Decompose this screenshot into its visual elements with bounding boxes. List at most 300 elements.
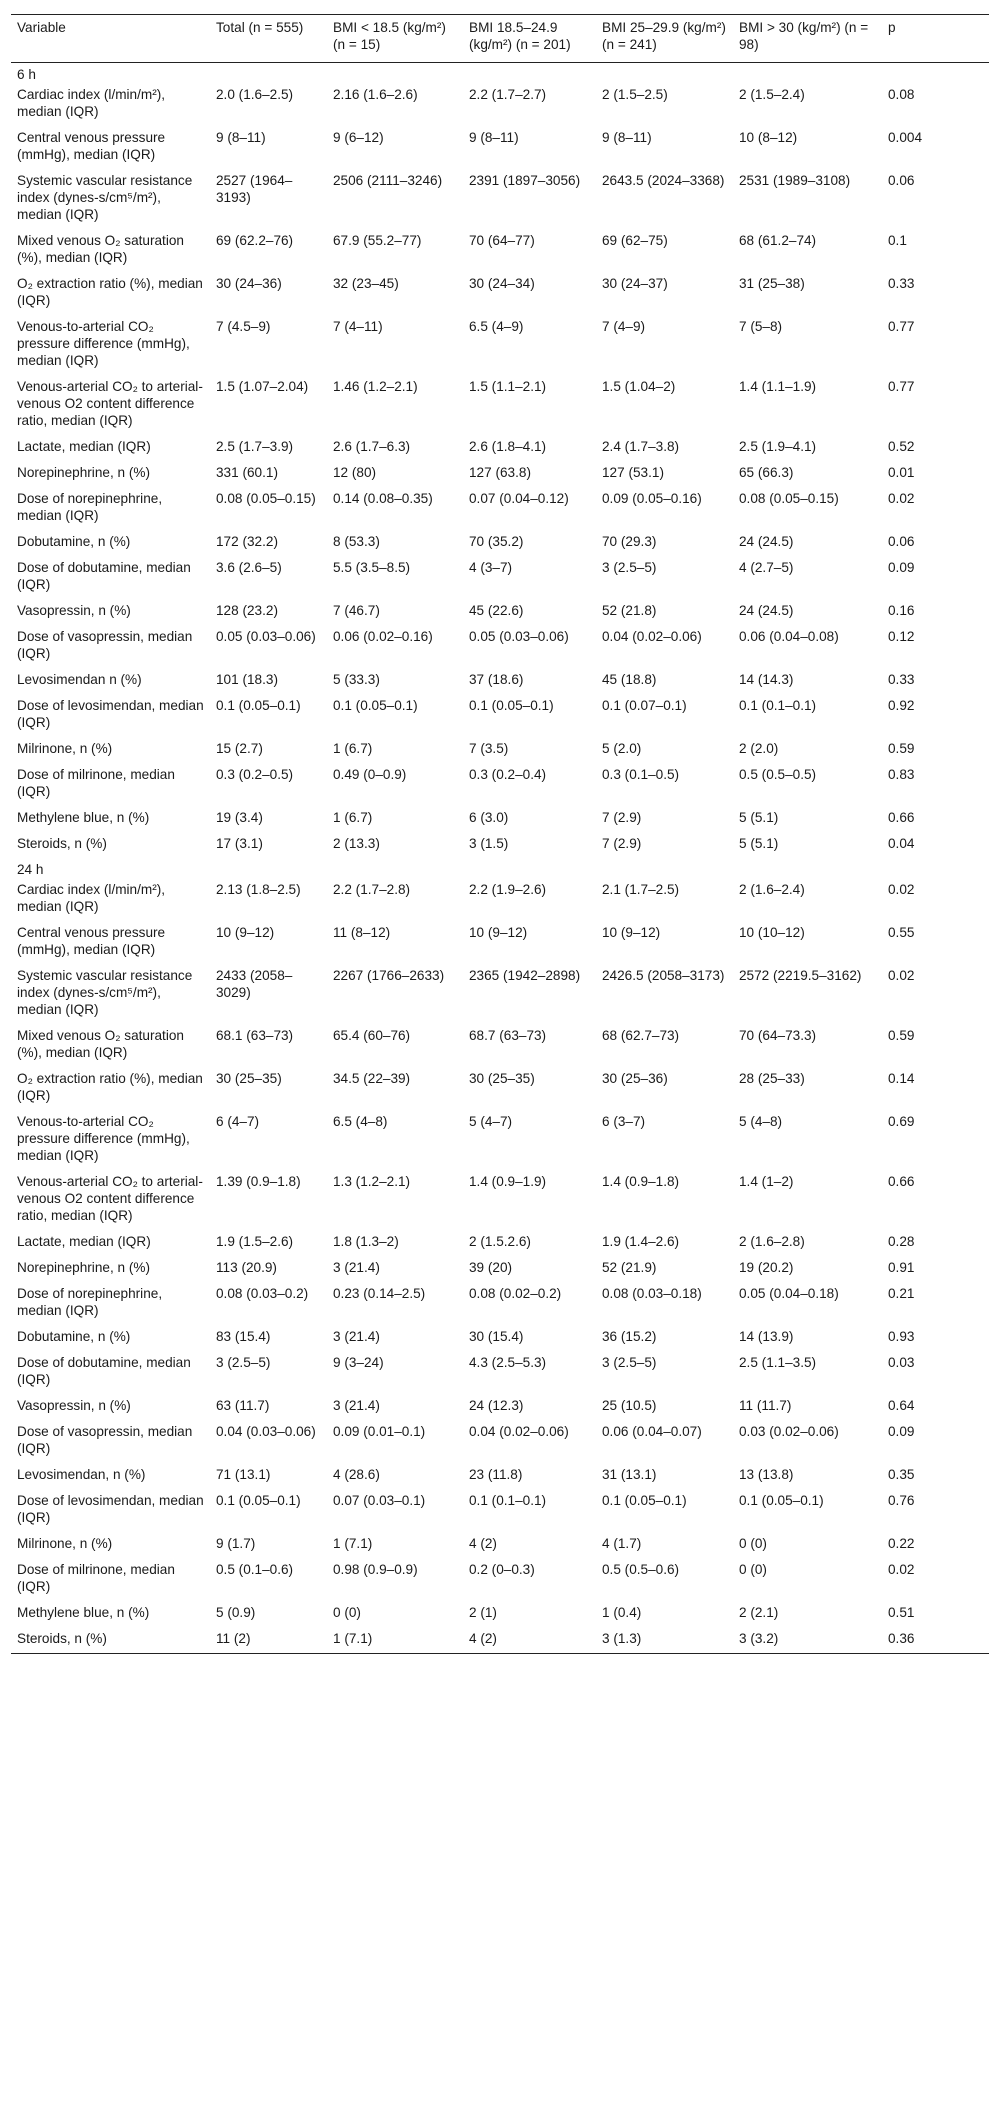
table-row [11,435,989,461]
table-row [11,763,989,806]
value-cell: 0.08 (0.03–0.18) [602,1286,702,1301]
variable-cell: Dobutamine, n (%) [17,1329,131,1344]
p-value-cell: 0.66 [888,1174,915,1189]
value-cell: 13 (13.8) [739,1467,794,1482]
value-cell: 45 (18.8) [602,672,657,687]
value-cell: 3 (2.5–5) [602,560,657,575]
value-cell: 0.1 (0.05–0.1) [216,698,301,713]
value-cell: 52 (21.8) [602,603,657,618]
value-cell: 1.39 (0.9–1.8) [216,1174,301,1189]
value-cell: 9 (8–11) [602,130,652,145]
variable-cell: Steroids, n (%) [11,1627,210,1654]
value-cell: 9 (1.7) [216,1536,256,1551]
value-cell: 2.5 (1.9–4.1) [739,439,817,454]
p-value-cell: 0.66 [888,810,915,825]
value-cell: 101 (18.3) [216,672,278,687]
table-body [11,63,989,1654]
value-cell: 5 (33.3) [333,672,380,687]
p-value-cell: 0.59 [888,741,915,756]
value-cell: 0.09 (0.01–0.1) [333,1424,426,1439]
variable-cell: Dose of dobutamine, median (IQR) [17,1355,191,1387]
variable-cell: Systemic vascular resistance index (dynes-s/cm⁵/m²), median (IQR) [17,968,193,1017]
value-cell: 70 (64–73.3) [739,1028,817,1043]
value-cell: 1.3 (1.2–2.1) [333,1174,411,1189]
value-cell: 2 (13.3) [333,836,380,851]
value-cell: 6 (4–7) [216,1114,260,1129]
value-cell: 10 (8–12) [739,130,798,145]
value-cell: 2572 (2219.5–3162) [739,968,862,983]
value-cell: 4 (2.7–5) [739,560,794,575]
variable-cell: Venous-to-arterial CO₂ pressure difference (mmHg), median (IQR) [17,1114,190,1163]
value-cell: 2 (1.5–2.5) [602,87,668,102]
value-cell: 2 (1.5–2.4) [739,87,805,102]
p-value-cell: 0.02 [888,1562,915,1577]
value-cell: 2 (1) [469,1605,497,1620]
value-cell: 14 (14.3) [739,672,794,687]
variable-cell: Lactate, median (IQR) [17,439,151,454]
value-cell: 67.9 (55.2–77) [333,233,422,248]
table-row [11,964,989,1024]
table-row [11,1230,989,1256]
p-value-cell: 0.64 [888,1398,915,1413]
value-cell: 70 (29.3) [602,534,657,549]
value-cell: 3 (1.5) [469,836,509,851]
variable-cell: Dose of vasopressin, median (IQR) [17,1424,193,1456]
variable-cell: Steroids, n (%) [17,836,107,851]
p-value-cell: 0.83 [888,767,915,782]
value-cell: 0.08 (0.05–0.15) [739,491,839,506]
table-row [11,1420,989,1463]
value-cell: 1.5 (1.04–2) [602,379,676,394]
value-cell: 3 (3.2) [733,1627,882,1654]
table-row [11,878,989,921]
value-cell: 52 (21.9) [602,1260,657,1275]
value-cell: 10 (10–12) [739,925,805,940]
table-row [11,461,989,487]
value-cell: 5.5 (3.5–8.5) [333,560,411,575]
value-cell: 0.3 (0.1–0.5) [602,767,680,782]
value-cell: 31 (25–38) [739,276,805,291]
value-cell: 7 (4–9) [602,319,646,334]
value-cell: 0.08 (0.03–0.2) [216,1286,309,1301]
value-cell: 5 (5.1) [739,810,779,825]
value-cell: 70 (64–77) [469,233,535,248]
value-cell: 1 (0.4) [602,1605,642,1620]
p-value-cell: 0.21 [888,1286,915,1301]
value-cell: 3 (21.4) [333,1260,380,1275]
value-cell: 45 (22.6) [469,603,524,618]
value-cell: 3 (1.3) [596,1627,733,1654]
table-row [11,1282,989,1325]
table-row [11,169,989,229]
value-cell: 19 (20.2) [739,1260,794,1275]
table-row [11,272,989,315]
p-value-cell: 0.52 [888,439,915,454]
value-cell: 34.5 (22–39) [333,1071,411,1086]
table-row [11,1601,989,1627]
table-row [11,229,989,272]
header-cell: p [882,15,989,63]
p-value-cell: 0.91 [888,1260,915,1275]
value-cell: 0 (0) [739,1562,767,1577]
value-cell: 2 (1.6–2.8) [739,1234,805,1249]
p-value-cell: 0.06 [888,534,915,549]
value-cell: 28 (25–33) [739,1071,805,1086]
value-cell: 0.07 (0.03–0.1) [333,1493,426,1508]
value-cell: 32 (23–45) [333,276,399,291]
variable-cell: Norepinephrine, n (%) [17,465,150,480]
value-cell: 25 (10.5) [602,1398,657,1413]
value-cell: 2391 (1897–3056) [469,173,581,188]
variable-cell: Dobutamine, n (%) [17,534,131,549]
value-cell: 30 (15.4) [469,1329,524,1344]
value-cell: 1 (7.1) [327,1627,463,1654]
value-cell: 3 (2.5–5) [216,1355,271,1370]
variable-cell: Dose of levosimendan, median (IQR) [17,698,204,730]
header-cell: BMI 18.5–24.9 (kg/m²) (n = 201) [463,15,596,63]
table-row [11,1256,989,1282]
variable-cell: Methylene blue, n (%) [17,810,150,825]
value-cell: 63 (11.7) [216,1398,270,1413]
p-value-cell: 0.93 [888,1329,915,1344]
value-cell: 2267 (1766–2633) [333,968,445,983]
value-cell: 6 (3.0) [469,810,509,825]
value-cell: 5 (4–7) [469,1114,513,1129]
p-value-cell: 0.22 [888,1536,915,1551]
value-cell: 4.3 (2.5–5.3) [469,1355,547,1370]
p-value-cell: 0.14 [888,1071,915,1086]
value-cell: 2527 (1964–3193) [216,173,293,205]
value-cell: 4 (1.7) [602,1536,642,1551]
value-cell: 1.9 (1.4–2.6) [602,1234,680,1249]
p-value-cell: 0.08 [888,87,915,102]
variable-cell: Dose of levosimendan, median (IQR) [17,1493,204,1525]
variable-cell: O₂ extraction ratio (%), median (IQR) [17,1071,203,1103]
header-cell: BMI 25–29.9 (kg/m²) (n = 241) [596,15,733,63]
header-row [11,15,989,63]
value-cell: 3 (21.4) [333,1398,380,1413]
value-cell: 127 (53.1) [602,465,664,480]
table-row [11,1024,989,1067]
table-row [11,1067,989,1110]
table-row [11,1351,989,1394]
value-cell: 0.1 (0.05–0.1) [602,1493,687,1508]
value-cell: 0.98 (0.9–0.9) [333,1562,418,1577]
variable-cell: Vasopressin, n (%) [17,1398,131,1413]
variable-cell: Mixed venous O₂ saturation (%), median (IQR) [17,233,184,265]
value-cell: 3 (21.4) [333,1329,380,1344]
variable-cell: Cardiac index (l/min/m²), median (IQR) [17,882,166,914]
value-cell: 1 (6.7) [333,810,373,825]
value-cell: 1 (7.1) [333,1536,373,1551]
value-cell: 0.3 (0.2–0.4) [469,767,547,782]
value-cell: 5 (0.9) [216,1605,256,1620]
p-value-cell: 0.35 [888,1467,915,1482]
table-row [11,1325,989,1351]
value-cell: 15 (2.7) [216,741,263,756]
p-value-cell: 0.33 [888,276,915,291]
value-cell: 0.5 (0.5–0.6) [602,1562,680,1577]
value-cell: 2365 (1942–2898) [469,968,581,983]
variable-cell: Venous-to-arterial CO₂ pressure difference (mmHg), median (IQR) [17,319,190,368]
table-header [11,15,989,63]
value-cell: 2.13 (1.8–2.5) [216,882,301,897]
value-cell: 7 (46.7) [333,603,380,618]
value-cell: 10 (9–12) [216,925,275,940]
value-cell: 2 (1.5.2.6) [469,1234,531,1249]
p-value-cell: 0.12 [888,629,915,644]
value-cell: 0.08 (0.05–0.15) [216,491,316,506]
value-cell: 0.1 (0.07–0.1) [602,698,687,713]
variable-cell: Lactate, median (IQR) [17,1234,151,1249]
value-cell: 2.16 (1.6–2.6) [333,87,418,102]
value-cell: 4 (3–7) [469,560,513,575]
value-cell: 24 (24.5) [739,534,794,549]
value-cell: 0.5 (0.1–0.6) [216,1562,294,1577]
value-cell: 1.4 (1.1–1.9) [739,379,817,394]
table-row [11,1489,989,1532]
header-cell: Total (n = 555) [210,15,327,63]
table-row [11,375,989,435]
p-value-cell: 0.03 [888,1355,915,1370]
section-row [11,63,989,84]
variable-cell: Dose of vasopressin, median (IQR) [17,629,193,661]
value-cell: 17 (3.1) [216,836,263,851]
value-cell: 68.1 (63–73) [216,1028,294,1043]
value-cell: 0.05 (0.03–0.06) [216,629,316,644]
header-cell: BMI > 30 (kg/m²) (n = 98) [733,15,882,63]
value-cell: 19 (3.4) [216,810,263,825]
value-cell: 0.06 (0.04–0.08) [739,629,839,644]
variable-cell: Levosimendan, n (%) [17,1467,146,1482]
p-value-cell: 0.77 [888,319,915,334]
value-cell: 2.1 (1.7–2.5) [602,882,680,897]
value-cell: 9 (6–12) [333,130,384,145]
value-cell: 7 (4–11) [333,319,383,334]
p-value-cell: 0.59 [888,1028,915,1043]
variable-cell: Venous-arterial CO₂ to arterial-venous O2 content difference ratio, median (IQR) [17,379,203,428]
value-cell: 0.09 (0.05–0.16) [602,491,702,506]
variable-cell: O₂ extraction ratio (%), median (IQR) [17,276,203,308]
value-cell: 39 (20) [469,1260,513,1275]
value-cell: 1.4 (0.9–1.9) [469,1174,547,1189]
variable-cell: Central venous pressure (mmHg), median (IQR) [17,925,166,957]
table-row [11,530,989,556]
table-row [11,1110,989,1170]
value-cell: 0.07 (0.04–0.12) [469,491,569,506]
p-value-cell: 0.33 [888,672,915,687]
value-cell: 7 (3.5) [469,741,509,756]
variable-cell: Methylene blue, n (%) [17,1605,150,1620]
p-value-cell: 0.004 [888,130,923,145]
table-row [11,921,989,964]
value-cell: 11 (11.7) [739,1398,792,1413]
value-cell: 128 (23.2) [216,603,278,618]
value-cell: 24 (12.3) [469,1398,524,1413]
variable-cell: Dose of milrinone, median (IQR) [17,767,175,799]
section-label: 6 h [17,67,36,82]
value-cell: 69 (62.2–76) [216,233,294,248]
value-cell: 30 (25–35) [469,1071,535,1086]
value-cell: 0.3 (0.2–0.5) [216,767,294,782]
value-cell: 30 (25–35) [216,1071,282,1086]
value-cell: 0.49 (0–0.9) [333,767,407,782]
value-cell: 6 (3–7) [602,1114,646,1129]
p-value-cell: 0.02 [888,491,915,506]
value-cell: 7 (2.9) [602,836,642,851]
value-cell: 0.1 (0.05–0.1) [216,1493,301,1508]
p-value-cell: 0.69 [888,1114,915,1129]
p-value-cell: 0.02 [888,968,915,983]
table-row [11,668,989,694]
value-cell: 5 (4–8) [739,1114,783,1129]
value-cell: 2426.5 (2058–3173) [602,968,725,983]
table-row [11,83,989,126]
value-cell: 0.06 (0.02–0.16) [333,629,433,644]
value-cell: 37 (18.6) [469,672,524,687]
variable-cell: Dose of dobutamine, median (IQR) [17,560,191,592]
variable-cell: Mixed venous O₂ saturation (%), median (IQR) [17,1028,184,1060]
p-value-cell: 0.06 [888,173,915,188]
header-cell: Variable [11,15,210,63]
value-cell: 68 (61.2–74) [739,233,817,248]
table-row [11,487,989,530]
value-cell: 9 (3–24) [333,1355,384,1370]
value-cell: 0.1 (0.05–0.1) [333,698,418,713]
value-cell: 2.0 (1.6–2.5) [216,87,294,102]
value-cell: 0.1 (0.1–0.1) [739,698,817,713]
variable-cell: Dose of norepinephrine, median (IQR) [17,1286,163,1318]
value-cell: 1.46 (1.2–2.1) [333,379,418,394]
p-value-cell: 0.51 [888,1605,915,1620]
table-row [11,126,989,169]
value-cell: 5 (5.1) [739,836,779,851]
value-cell: 2 (2.0) [739,741,779,756]
variable-cell: Central venous pressure (mmHg), median (IQR) [17,130,166,162]
variable-cell: Norepinephrine, n (%) [17,1260,150,1275]
value-cell: 7 (2.9) [602,810,642,825]
value-cell: 5 (2.0) [602,741,642,756]
value-cell: 6.5 (4–8) [333,1114,388,1129]
value-cell: 4 (2) [469,1536,497,1551]
value-cell: 4 (28.6) [333,1467,380,1482]
table-row [11,806,989,832]
value-cell: 0.04 (0.02–0.06) [469,1424,569,1439]
variable-cell: Cardiac index (l/min/m²), median (IQR) [17,87,166,119]
value-cell: 0.05 (0.03–0.06) [469,629,569,644]
value-cell: 0.14 (0.08–0.35) [333,491,433,506]
table-row [11,737,989,763]
variable-cell: Vasopressin, n (%) [17,603,131,618]
table-row [11,556,989,599]
value-cell: 0.08 (0.02–0.2) [469,1286,562,1301]
value-cell: 113 (20.9) [216,1260,277,1275]
value-cell: 0.06 (0.04–0.07) [602,1424,702,1439]
value-cell: 1.5 (1.1–2.1) [469,379,547,394]
p-value-cell: 0.28 [888,1234,915,1249]
variable-cell: Levosimendan n (%) [17,672,142,687]
value-cell: 65 (66.3) [739,465,794,480]
value-cell: 12 (80) [333,465,377,480]
value-cell: 0.1 (0.1–0.1) [469,1493,547,1508]
value-cell: 10 (9–12) [602,925,661,940]
section-label: 24 h [17,862,44,877]
value-cell: 2.5 (1.1–3.5) [739,1355,817,1370]
p-value-cell: 0.04 [888,836,915,851]
section-row [11,858,989,878]
value-cell: 1.5 (1.07–2.04) [216,379,309,394]
value-cell: 24 (24.5) [739,603,794,618]
value-cell: 69 (62–75) [602,233,668,248]
value-cell: 11 (8–12) [333,925,391,940]
value-cell: 30 (25–36) [602,1071,668,1086]
value-cell: 31 (13.1) [602,1467,657,1482]
value-cell: 2.6 (1.8–4.1) [469,439,547,454]
table-row [11,1558,989,1601]
value-cell: 9 (8–11) [216,130,266,145]
variable-cell: Milrinone, n (%) [17,741,113,756]
table-row [11,1170,989,1230]
value-cell: 2531 (1989–3108) [739,173,851,188]
results-table [11,14,989,1654]
value-cell: 2.4 (1.7–3.8) [602,439,680,454]
variable-cell: Systemic vascular resistance index (dynes-s/cm⁵/m²), median (IQR) [17,173,193,222]
value-cell: 0.5 (0.5–0.5) [739,767,817,782]
p-value-cell: 0.01 [888,465,915,480]
value-cell: 2.2 (1.9–2.6) [469,882,547,897]
value-cell: 30 (24–34) [469,276,535,291]
value-cell: 2.2 (1.7–2.7) [469,87,547,102]
p-value-cell: 0.92 [888,698,915,713]
value-cell: 9 (8–11) [469,130,519,145]
value-cell: 68 (62.7–73) [602,1028,680,1043]
value-cell: 2506 (2111–3246) [333,173,443,188]
table-row [11,832,989,858]
value-cell: 36 (15.2) [602,1329,657,1344]
value-cell: 0.04 (0.03–0.06) [216,1424,316,1439]
value-cell: 2643.5 (2024–3368) [602,173,725,188]
value-cell: 3 (2.5–5) [602,1355,657,1370]
value-cell: 1.4 (0.9–1.8) [602,1174,680,1189]
value-cell: 6.5 (4–9) [469,319,524,334]
value-cell: 70 (35.2) [469,534,524,549]
value-cell: 0.1 (0.05–0.1) [739,1493,824,1508]
value-cell: 0.05 (0.04–0.18) [739,1286,839,1301]
value-cell: 8 (53.3) [333,534,380,549]
value-cell: 0.03 (0.02–0.06) [739,1424,839,1439]
p-value-cell: 0.77 [888,379,915,394]
table-row [11,694,989,737]
value-cell: 10 (9–12) [469,925,528,940]
p-value-cell: 0.55 [888,925,915,940]
p-value-cell: 0.36 [882,1627,989,1654]
value-cell: 7 (5–8) [739,319,783,334]
variable-cell: Dose of milrinone, median (IQR) [17,1562,175,1594]
value-cell: 1.9 (1.5–2.6) [216,1234,294,1249]
value-cell: 83 (15.4) [216,1329,271,1344]
value-cell: 11 (2) [210,1627,327,1654]
header-cell: BMI < 18.5 (kg/m²) (n = 15) [327,15,463,63]
p-value-cell: 0.09 [888,1424,915,1439]
value-cell: 127 (63.8) [469,465,531,480]
value-cell: 65.4 (60–76) [333,1028,411,1043]
value-cell: 0 (0) [739,1536,767,1551]
value-cell: 30 (24–36) [216,276,282,291]
value-cell: 0.23 (0.14–2.5) [333,1286,426,1301]
p-value-cell: 0.16 [888,603,915,618]
value-cell: 4 (2) [463,1627,596,1654]
value-cell: 1.4 (1–2) [739,1174,794,1189]
